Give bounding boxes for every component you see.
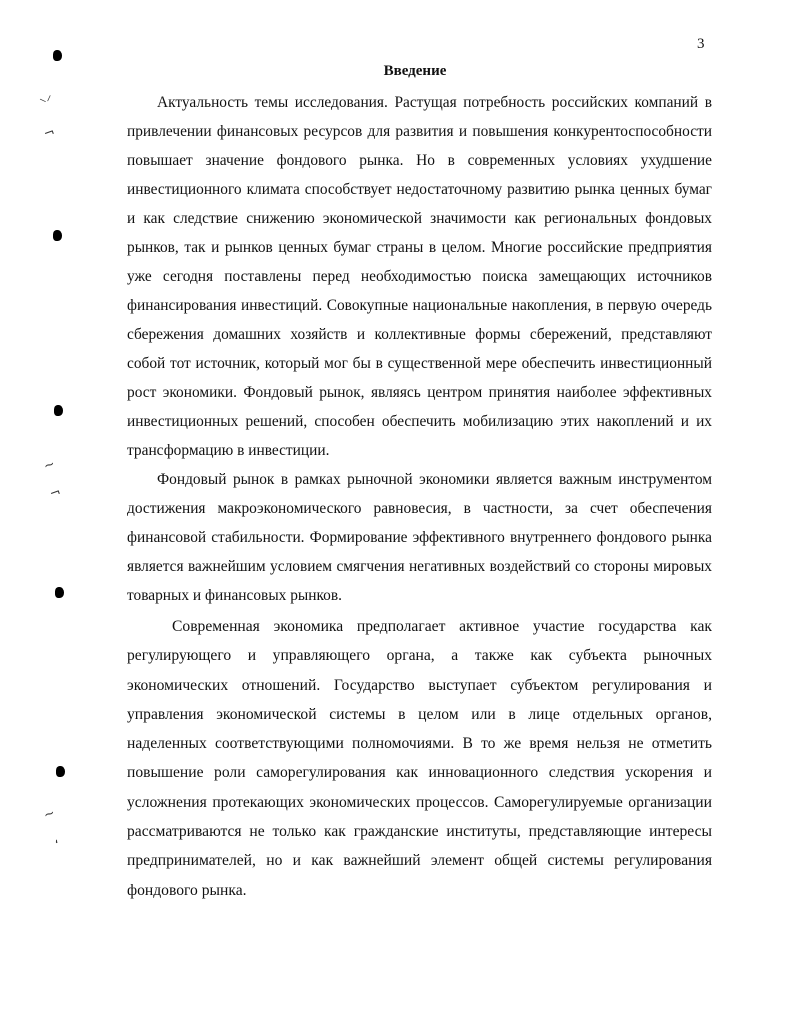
page-title: Введение	[383, 63, 447, 79]
margin-scratch: ~	[41, 805, 58, 824]
margin-scratch: ‘	[53, 837, 63, 854]
margin-scratch: ⸌⸍	[38, 93, 56, 112]
margin-scratch: ~	[41, 456, 58, 475]
margin-blot	[55, 587, 64, 598]
body-text-top	[127, 88, 712, 610]
margin-blot	[53, 230, 62, 241]
margin-scratch: ¬	[41, 124, 58, 143]
paragraph-stock-market: Фондовый рынок в рамках рыночной экономики является важным инструментом достижения макроэкономического равновесия, в частности, за счет обеспечения финансовой стабильности. Формирование эффективного внутреннего фондового рынка является важнейшим условием смягчения негативных воздействий со стороны мировых товарных и финансовых рынков.	[127, 471, 712, 604]
margin-blot	[54, 405, 63, 416]
margin-scratch: ¬	[47, 484, 64, 503]
margin-blot	[56, 766, 65, 777]
body-text-bottom	[127, 612, 712, 905]
paragraph-modern-economy: Современная экономика предполагает активное участие государства как регулирующего и управляющего органа, а также как субъекта рыночных экономических отношений. Государство выступает субъектом регулирования и управления экономической системы в целом или в лице отдельных органов, наделенных соответствующими полномочиями. В то же время нельзя не отметить повышение роли саморегулирования как инновационного следствия ускорения и усложнения протекающих экономических процессов. Саморегулируемые организации рассматриваются не только как гражданские институты, представляющие интересы предпринимателей, но и как важнейший элемент общей системы регулирования фондового рынка.	[127, 618, 712, 899]
margin-blot	[53, 50, 62, 61]
paragraph-relevance: Актуальность темы исследования. Растущая потребность российских компаний в привлечении финансовых ресурсов для развития и повышения конкурентоспособности повышает значение фондового рынка. Но в современных условиях ухудшение инвестиционного климата способствует недостаточному развитию рынка ценных бумаг и как следствие снижению экономической значимости как региональных фондовых рынков, так и рынков ценных бумаг страны в целом. Многие российские предприятия уже сегодня поставлены перед необходимостью поиска замещающих источников финансирования инвестиций. Совокупные национальные накопления, в первую очередь сбережения домашних хозяйств и коллективные формы сбережений, представляют собой тот источник, который мог бы в существенной мере обеспечить инвестиционный рост экономики. Фондовый рынок, являясь центром принятия наиболее эффективных инвестиционных решений, способен обеспечить мобилизацию этих накоплений и их трансформацию в инвестиции.	[127, 94, 712, 459]
page-number: 3	[697, 36, 705, 52]
